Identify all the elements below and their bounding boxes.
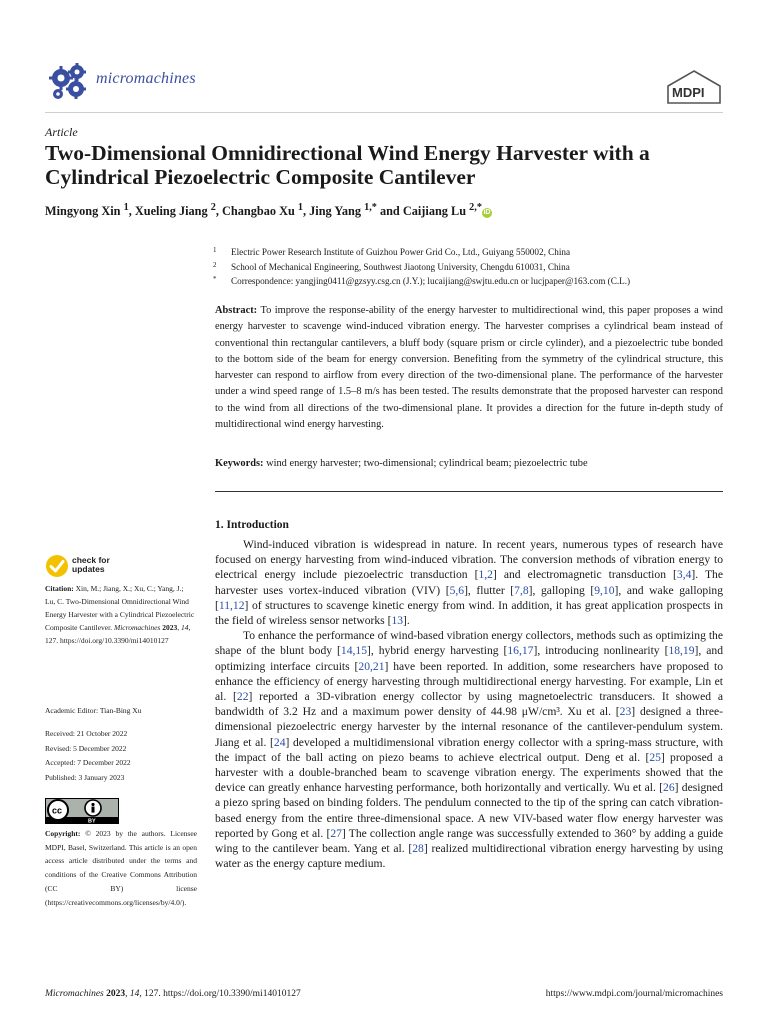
- header-divider: [45, 112, 723, 113]
- author-name: Xueling Jiang $^2$: [134, 202, 216, 219]
- keywords-divider: [215, 491, 723, 492]
- mdpi-logo-text: MDPI: [672, 85, 705, 100]
- citation-link[interactable]: 26: [663, 781, 675, 795]
- citation-link[interactable]: 9,10: [594, 583, 615, 597]
- check-updates-icon: [45, 554, 69, 578]
- citation-link[interactable]: 24: [273, 735, 286, 749]
- mdpi-logo: [666, 70, 722, 104]
- publication-dates: [45, 727, 131, 785]
- citation-link[interactable]: 1,2: [478, 568, 493, 582]
- keywords-label: Keywords:: [215, 458, 264, 469]
- citation-link[interactable]: 23: [619, 705, 632, 719]
- by-text: BY: [88, 818, 96, 824]
- citation-link[interactable]: 20,21: [358, 659, 385, 673]
- footer-journal-url[interactable]: https://www.mdpi.com/journal/micromachines: [545, 989, 723, 999]
- keywords: [215, 458, 723, 469]
- citation: Citation: Xin, M.; Jiang, X.; Xu, C.; Yang, J.; Lu, C. Two-Dimensional Omnidirectional Wind Energy Harvester with a Cylindrical Piezoelectric Composite Cantilever. Micromachines 2023, 14, 127. https://doi.org/10.3390/mi14010127: [45, 584, 195, 645]
- date-accepted: Accepted: 7 December 2022: [45, 758, 131, 767]
- citation-link[interactable]: 28: [412, 842, 424, 856]
- author-list: Mingyong Xin $^1$, Xueling Jiang $^2$, Changbao Xu $^1$, Jing Yang $^{1,*}$ and Caijiang Lu $^{2,*}$ iD: [45, 202, 491, 219]
- article-type: Article: [45, 125, 78, 139]
- citation-link[interactable]: 13: [391, 614, 404, 628]
- affiliation-2: 2 School of Mechanical Engineering, Southwest Jiaotong University, Chengdu 610031, China: [213, 260, 570, 272]
- article-title: Two-Dimensional Omnidirectional Wind Energy Harvester with a Cylindrical Piezoelectric Composite Cantilever: [45, 141, 650, 189]
- citation-doi[interactable]: , 127. https://doi.org/10.3390/mi14010127: [45, 623, 191, 645]
- correspondence: * Correspondence: yangjing0411@gzsyy.csg.cn (J.Y.); lucaijiang@swjtu.edu.cn or lucjpaper@163.com (C.L.): [213, 275, 631, 286]
- author-name: Caijiang Lu $^{2,*}$: [402, 202, 482, 219]
- check-updates-line1: check for: [72, 555, 110, 565]
- footer-citation: Micromachines 2023, 14, 127. https://doi.org/10.3390/mi14010127: [45, 989, 301, 999]
- citation-link[interactable]: 11,12: [218, 598, 245, 612]
- abstract: [215, 303, 723, 433]
- academic-editor: Academic Editor: Tian-Bing Xu: [45, 706, 142, 715]
- citation-link[interactable]: 3,4: [676, 568, 692, 582]
- journal-gears-logo-icon: [45, 58, 91, 104]
- check-for-updates-badge[interactable]: [45, 554, 145, 580]
- date-published: Published: 3 January 2023: [45, 772, 125, 782]
- citation-link[interactable]: 16,17: [507, 644, 534, 658]
- author-name: Jing Yang $^{1,*}$: [309, 202, 377, 219]
- copyright-notice: Copyright: © 2023 by the authors. Licensee MDPI, Basel, Switzerland. This article is an open access article distributed under the terms and conditions of the Creative Commons Attribution (CC BY) license (https://creativecommons.org/licenses/by/4.0/).: [45, 829, 198, 907]
- cc-by-license-badge[interactable]: [45, 798, 119, 824]
- date-revised: Revised: 5 December 2022: [45, 743, 127, 753]
- section-heading-introduction: 1. Introduction: [215, 519, 289, 531]
- citation-link[interactable]: 7,8: [514, 583, 529, 597]
- cc-by-icon: [45, 798, 119, 824]
- citation-link[interactable]: 18,19: [668, 644, 695, 658]
- abstract-label: Abstract:: [215, 305, 258, 316]
- cc-text: cc: [52, 805, 63, 816]
- citation-link[interactable]: 27: [330, 826, 342, 840]
- citation-link[interactable]: 22: [236, 690, 249, 704]
- affiliation-1: 1 Electric Power Research Institute of Guizhou Power Grid Co., Ltd., Guiyang 550002, China: [213, 246, 571, 257]
- affiliations: [210, 245, 730, 289]
- orcid-icon[interactable]: iD: [483, 209, 491, 217]
- introduction-body: [215, 537, 723, 871]
- paragraph: Wind-induced vibration is widespread in nature. In recent years, numerous types of research have focused on energy harvesting from wind-induced vibration. The conversion methods of vibration energy to electrical energy include piezoelectric transduction [1,2] and electromagnetic transduction [3,4]. The harvester uses vortex-induced vibration (VIV) [5,6], flutter [7,8], galloping [9,10], and wake galloping [11,12] of structures to scavenge kinetic energy from wind. In addition, it has great application prospects in the field of wireless sensor networks [13].: [215, 538, 724, 628]
- abstract-text: To improve the response-ability of the energy harvester to multidirectional wind, this paper proposes a wind energy harvester to scavenge wind-induced vibration energy. The harvester comprises a cylindrical beam instead of conventional thin rectangular cantilevers, a bluff body (square prism or circle cylinder), and a piezoelectric tube bonded to the bottom side of the beam for energy conversion. Benefiting from the symmetry of the cylindrical structure, this harvester can respond to airflow from every direction of the two-dimensional plane. The performance of the harvester under a wind speed range of 1.5–8 m/s has been tested. The results demonstrate that the proposed harvester can respond to the wind from all directions of the two-dimensional plane. It provides a direction for the future in-depth study of multidirectional wind energy harvesting.: [215, 305, 723, 431]
- author-name: Mingyong Xin $^1$: [45, 202, 129, 219]
- journal-name: micromachines: [96, 70, 196, 87]
- date-received: Received: 21 October 2022: [45, 729, 128, 738]
- paragraph: To enhance the performance of wind-based vibration energy collectors, methods such as optimizing the shape of the blunt body [14,15], hybrid energy harvesting [16,17], introducing nonlinearity [18,19], and optimizing interface circuits [20,21] have been reported. In addition, some researchers have proposed to enhance the efficiency of energy harvesting through multidirectional energy harvesting. For example, Lin et al. [22] reported a 3D-vibration energy collector by using magnetoelectric transducers. It showed a bandwidth of 3.2 Hz and a maximum power density of 44.98 μW/cm³. Xu et al. [23] designed a three-dimensional piezoelectric energy harvester by the internal resonance of the cantilever-pendulum system. Jiang et al. [24] developed a multidimensional vibration energy collector with a spring-mass structure, with the impact of the ball acting on piezo beams to achieve electrical output. Deng et al. [25] proposed a harvester with a double-branched beam to scavenge vibration energy. The experiments showed that the device can greatly enhance harvesting performance, both horizontally and vertically. Wu et al. [26] designed a piezo spring based on binding folders. The pendulum connected to the tip of the spring can catch vibration-based energy from the entire three-dimensional space. A new VIV-based water flow energy harvester was reported by Gong et al. [27] The collection angle range was successfully extended to 360° by adding a guide wing to the cantilever beam. Yang et al. [28] realized multidirectional vibration energy harvesting by using water as the energy capture medium.: [215, 629, 724, 871]
- citation-link[interactable]: 14,15: [340, 644, 367, 658]
- author-name: Changbao Xu $^1$: [222, 202, 303, 219]
- citation-link[interactable]: 5,6: [449, 583, 465, 597]
- keywords-text: wind energy harvester; two-dimensional; cylindrical beam; piezoelectric tube: [266, 458, 588, 469]
- check-updates-line2: updates: [72, 564, 105, 574]
- citation-link[interactable]: 25: [649, 750, 661, 764]
